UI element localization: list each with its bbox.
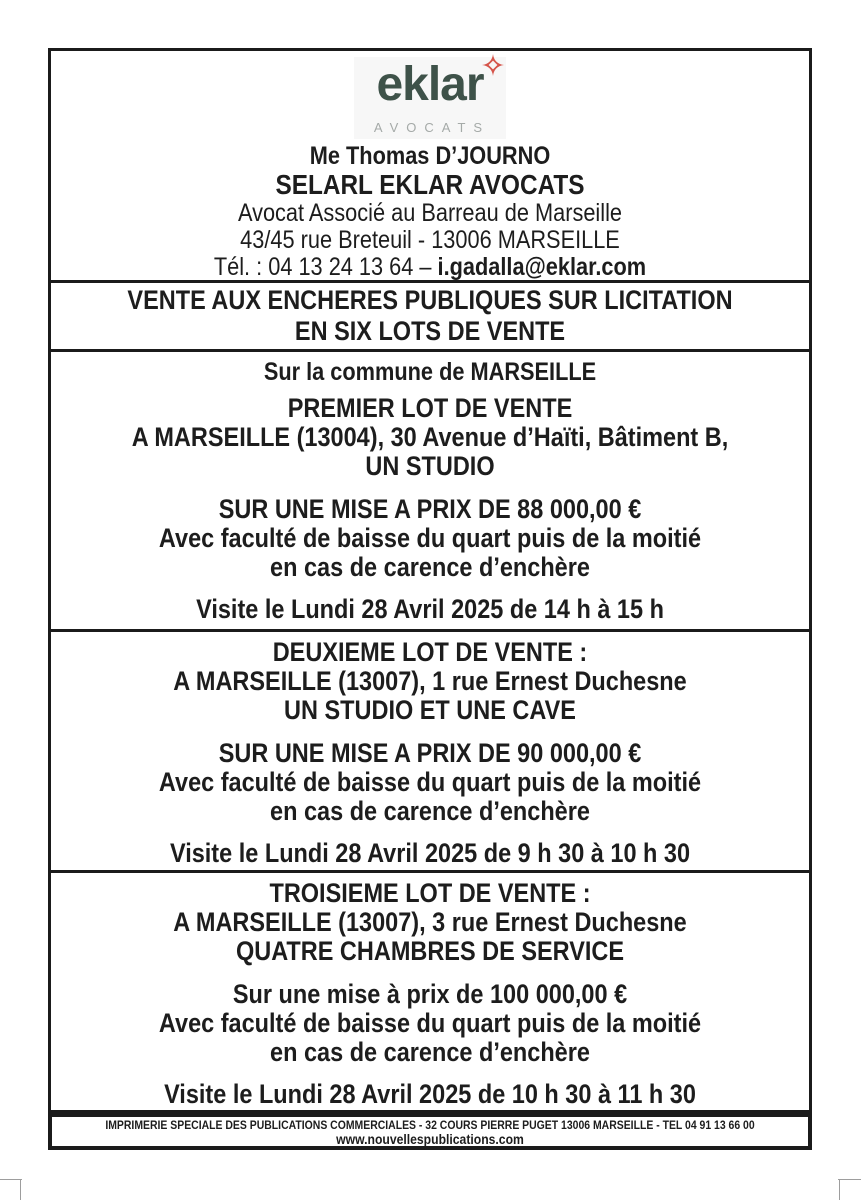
phone-number: Tél. : 04 13 24 13 64 – [213,253,438,280]
lot-heading: PREMIER LOT DE VENTE [287,393,573,423]
sale-title-line1: VENTE AUX ENCHERES PUBLIQUES SUR LICITATION [127,285,733,315]
lot-visit-line: Visite le Lundi 28 Avril 2025 de 10 h 30 à 11 h 30 [164,1079,696,1109]
lot-2-section [51,629,809,870]
phone-email-line [100,254,759,280]
lot-condition-1: Avec faculté de baisse du quart puis de la moitié [158,523,702,553]
lot-condition-1: Avec faculté de baisse du quart puis de la moitié [158,767,702,797]
lot-1-section [51,349,809,629]
crop-mark-bottom-right [838,1179,861,1180]
lot-condition-2: en cas de carence d’enchère [270,796,590,826]
lot-price: SUR UNE MISE A PRIX DE 88 000,00 € [218,494,642,524]
sale-title-section [51,280,809,349]
printer-website: www.nouvellespublications.com [336,1131,524,1147]
lot-address: A MARSEILLE (13007), 1 rue Ernest Duchesne [173,666,687,696]
crop-mark-bottom-right [839,1179,840,1200]
lot-visit-line: Visite le Lundi 28 Avril 2025 de 9 h 30 à 10 h 30 [169,838,691,868]
eklar-logo [51,57,809,139]
letterhead-section [51,51,809,280]
lot-description: QUATRE CHAMBRES DE SERVICE [235,936,625,966]
email-address: i.gadalla@eklar.com [437,253,647,280]
lot-address: A MARSEILLE (13004), 30 Avenue d’Haïti, Bâtiment B, [131,422,729,452]
lot-condition-2: en cas de carence d’enchère [270,552,590,582]
lot-description: UN STUDIO ET UNE CAVE [284,695,576,725]
firm-address: 43/45 rue Breteuil - 13006 MARSEILLE [240,226,620,254]
crop-mark-bottom-left [0,1179,22,1180]
attorney-name: Me Thomas D’JOURNO [309,142,551,170]
firm-name: SELARL EKLAR AVOCATS [275,169,585,200]
sparkle-icon [482,54,504,76]
sale-title-line2: EN SIX LOTS DE VENTE [294,316,566,346]
printer-footer-box [48,1113,812,1150]
printer-info-line: IMPRIMERIE SPECIALE DES PUBLICATIONS COMMERCIALES - 32 COURS PIERRE PUGET 13006 MARSEILLE - TEL 04 91 13 66 00 [105,1118,755,1132]
lot-description: UN STUDIO [365,451,495,481]
lot-condition-2: en cas de carence d’enchère [270,1037,590,1067]
lot-price: SUR UNE MISE A PRIX DE 90 000,00 € [218,738,642,768]
lot-condition-1: Avec faculté de baisse du quart puis de la moitié [158,1008,702,1038]
lot-price: Sur une mise à prix de 100 000,00 € [232,979,628,1009]
lot-heading: TROISIEME LOT DE VENTE : [269,878,591,908]
logo-subtitle: AVOCATS [373,120,491,135]
attorney-role: Avocat Associé au Barreau de Marseille [237,199,623,227]
lot-visit-line: Visite le Lundi 28 Avril 2025 de 14 h à 15 h [196,594,664,624]
logo-wordmark: eklar [376,58,484,111]
eklar-logo-box [354,57,506,139]
commune-line: Sur la commune de MARSEILLE [263,358,597,386]
lot-3-section [51,870,809,1110]
crop-mark-bottom-left [20,1179,21,1200]
lot-heading: DEUXIEME LOT DE VENTE : [272,637,588,667]
notice-main-box [48,48,812,1113]
lot-address: A MARSEILLE (13007), 3 rue Ernest Duchesne [173,907,687,937]
